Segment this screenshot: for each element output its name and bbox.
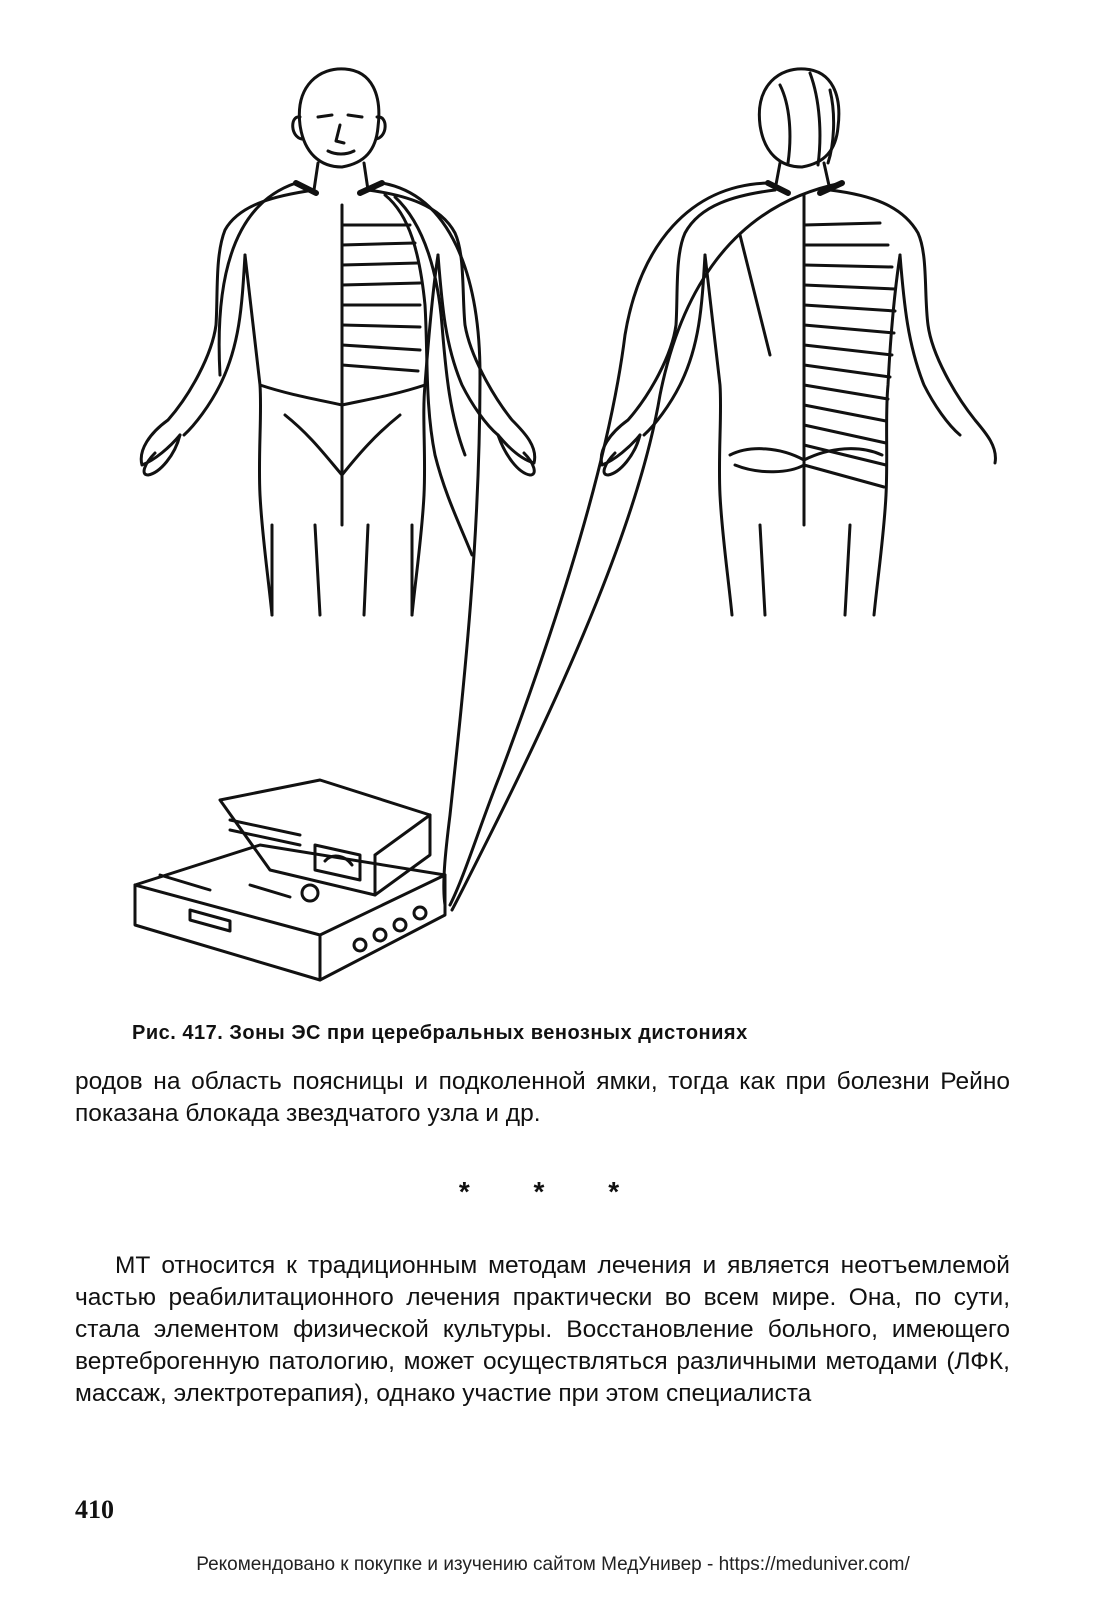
paragraph-1: родов на область поясницы и подколенной ямки, тогда как при болезни Рейно показана блокада звездчатого узла и др. — [75, 1068, 1010, 1127]
section-separator: * * * — [458, 1176, 648, 1207]
paragraph-2: МТ относится к традиционным методам лечения и является неотъемлемой частью реабилитационного лечения практически во всем мире. Она, по сути, стала элементом физической культуры. Восстановление больного, имеющего вертеброгенную патологию, может осуществляться различными методами (ЛФК, массаж, электротерапия), однако участие при этом специалиста — [75, 1252, 1010, 1407]
figure-caption: Рис. 417. Зоны ЭС при церебральных венозных дистониях — [132, 1022, 748, 1044]
front-body-figure — [141, 69, 535, 905]
footer-recommendation: Рекомендовано к покупке и изучению сайтом МедУнивер - https://meduniver.com/ — [196, 1554, 910, 1575]
figure-illustration — [120, 55, 1000, 1015]
back-body-figure — [450, 69, 995, 910]
page-number: 410 — [75, 1495, 114, 1524]
electrostimulation-device — [135, 780, 445, 980]
